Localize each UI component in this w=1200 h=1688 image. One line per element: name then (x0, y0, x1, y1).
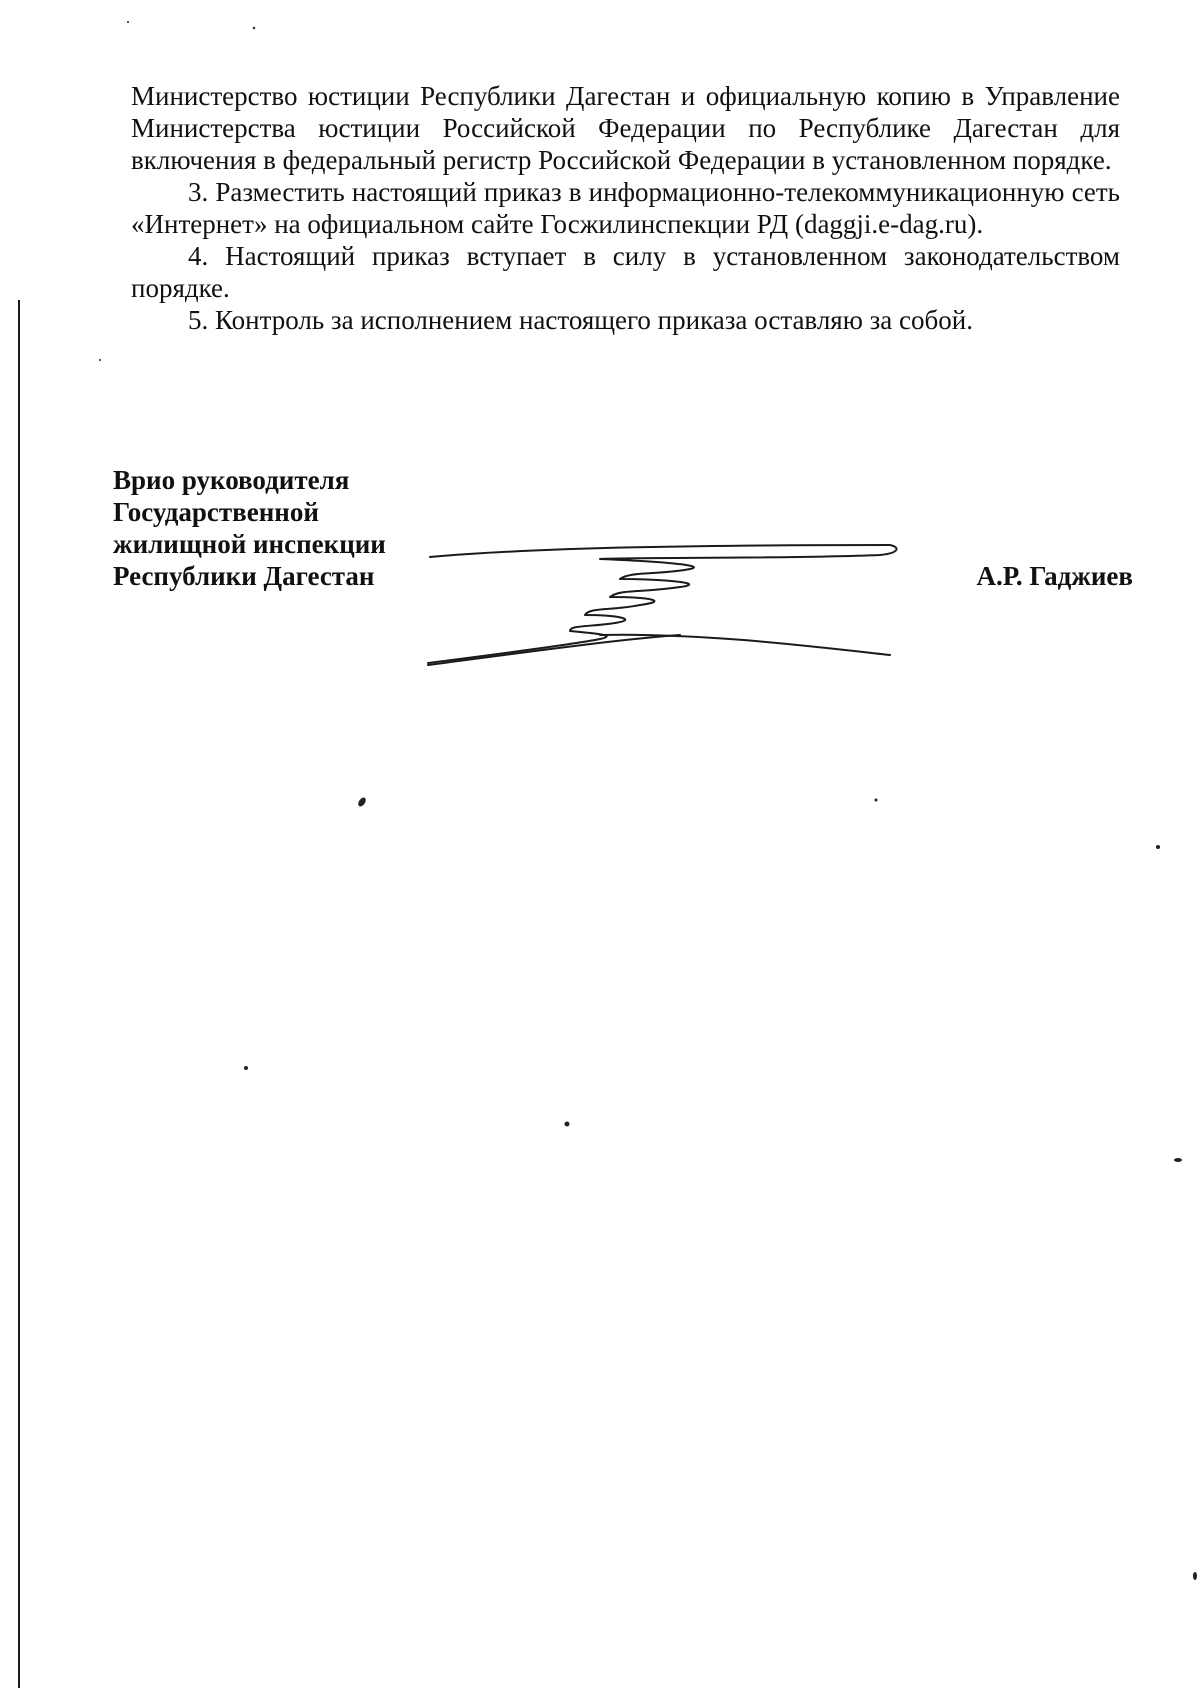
position-line: жилищной инспекции (113, 529, 386, 559)
handwritten-signature (420, 535, 920, 685)
paragraph-item-3: 3. Разместить настоящий приказ в информационно-телекоммуникационную сеть «Интернет» на официальном сайте Госжилинспекции РД (daggji.e-dag.ru). (131, 177, 1120, 239)
paragraph-item-5: 5. Контроль за исполнением настоящего приказа оставляю за собой. (188, 305, 973, 335)
paragraph-item-4: 4. Настоящий приказ вступает в силу в установленном законодательством порядке. (131, 241, 1120, 303)
position-line: Государственной (113, 497, 319, 527)
scanned-page-edge (18, 300, 20, 1688)
paragraph-continuation: Министерство юстиции Республики Дагестан и официальную копию в Управление Министерства юстиции Российской Федерации по Республике Дагестан для включения в федеральный регистр Российской Федерации в установленном порядке. (131, 81, 1120, 175)
signer-name: А.Р. Гаджиев (976, 561, 1133, 591)
signatory-position (113, 464, 386, 592)
position-line: Республики Дагестан (113, 561, 375, 591)
document-body (131, 80, 1120, 336)
position-line: Врио руководителя (113, 465, 350, 495)
